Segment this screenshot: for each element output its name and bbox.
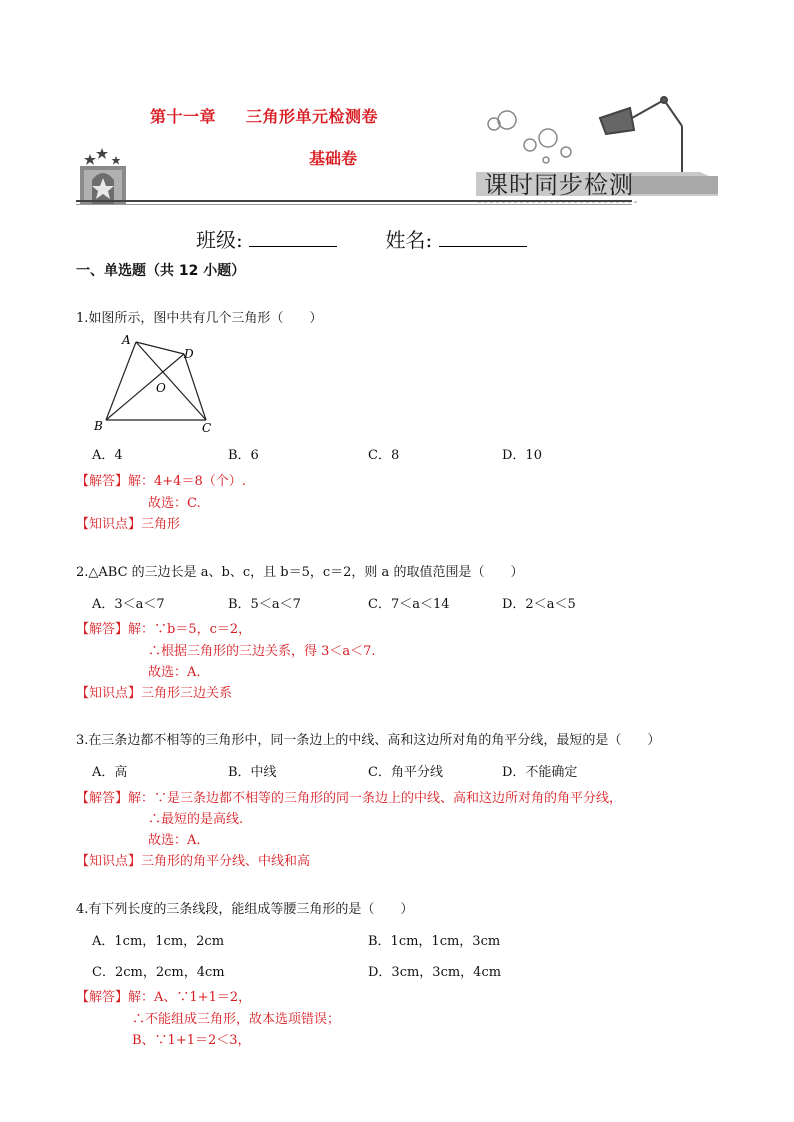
class-label: 班级: [196, 228, 243, 252]
answer-line: ∴不能组成三角形，故本选项错误； [132, 1012, 341, 1027]
answer-line: 故选：A. [148, 833, 201, 848]
vertex-label-a: A [122, 333, 131, 347]
question-1-stem: 1.如图所示，图中共有几个三角形（ ） [76, 311, 323, 326]
answer-tag: 【解答】 [76, 791, 129, 806]
answer-tag: 【解答】 [76, 622, 129, 637]
question-4-answer [76, 986, 251, 1005]
knowledge-tag: 【知识点】 [76, 686, 142, 701]
question-2-answer [76, 618, 251, 637]
question-2-knowledge [76, 682, 232, 701]
answer-tag: 【解答】 [76, 990, 129, 1005]
question-2-option-a[interactable]: A．3＜a＜7 [92, 597, 165, 612]
question-3-option-c[interactable]: C．角平分线 [368, 765, 443, 780]
question-3-answer [76, 787, 622, 806]
knowledge-tag: 【知识点】 [76, 854, 142, 869]
name-label: 姓名: [385, 228, 433, 252]
question-4-option-c[interactable]: C．2cm，2cm，4cm [92, 965, 225, 980]
title-label: 三角形单元检测卷 [246, 107, 379, 126]
question-4-option-b[interactable]: B．1cm，1cm，3cm [368, 934, 501, 949]
question-1-knowledge [76, 513, 180, 532]
star-badge-icon [80, 148, 126, 204]
vertex-label-c: C [202, 421, 212, 435]
question-1-option-c[interactable]: C．8 [368, 448, 400, 463]
knowledge-text: 三角形三边关系 [141, 686, 233, 701]
bubbles-icon [488, 111, 571, 163]
question-1-option-d[interactable]: D．10 [502, 448, 542, 463]
question-3-option-b[interactable]: B．中线 [228, 765, 277, 780]
question-2-option-c[interactable]: C．7＜a＜14 [368, 597, 450, 612]
header-divider [76, 200, 632, 202]
question-3-option-d[interactable]: D．不能确定 [502, 765, 578, 780]
answer-line: ∴根据三角形的三边关系，得 3＜a＜7. [148, 644, 376, 659]
vertex-label-d: D [184, 347, 194, 361]
question-1-option-b[interactable]: B．6 [228, 448, 259, 463]
question-4-stem: 4.有下列长度的三条线段，能组成等腰三角形的是（ ） [76, 902, 414, 917]
answer-line: 故选：A. [148, 665, 201, 680]
section-title: 一、单选题（共 12 小题） [76, 263, 246, 279]
question-1-figure [88, 330, 228, 436]
answer-tag: 【解答】 [76, 474, 129, 489]
answer-line: 解：∵b＝5，c＝2， [128, 622, 252, 637]
question-2-option-d[interactable]: D．2＜a＜5 [502, 597, 576, 612]
intersection-label-o: O [156, 381, 166, 395]
class-blank[interactable] [249, 228, 337, 247]
question-3-knowledge [76, 850, 310, 869]
answer-line: ∴最短的是高线. [148, 812, 244, 827]
question-2-stem: 2.△ABC 的三边长是 a、b、c，且 b＝5，c＝2，则 a 的取值范围是（ ） [76, 565, 524, 580]
question-3-option-a[interactable]: A．高 [92, 765, 128, 780]
header-decoration [0, 0, 794, 215]
answer-line: B、∵1+1＝2＜3， [132, 1033, 251, 1048]
document-subtitle: 基础卷 [309, 149, 358, 168]
knowledge-tag: 【知识点】 [76, 517, 142, 532]
document-title [150, 104, 378, 127]
banner-text: 课时同步检测 [484, 171, 634, 199]
question-4-option-a[interactable]: A．1cm，1cm，2cm [92, 934, 225, 949]
question-2-option-b[interactable]: B．5＜a＜7 [228, 597, 301, 612]
name-blank[interactable] [439, 228, 527, 247]
question-4-option-d[interactable]: D．3cm，3cm，4cm [368, 965, 502, 980]
answer-line: 解：A、∵1+1＝2， [128, 990, 252, 1005]
knowledge-text: 三角形 [141, 517, 181, 532]
answer-line: 故选：C. [148, 496, 201, 511]
question-1-answer [76, 470, 246, 489]
vertex-label-b: B [94, 419, 103, 433]
knowledge-text: 三角形的角平分线、中线和高 [141, 854, 311, 869]
student-info-fields [196, 224, 527, 253]
answer-line: 解：∵是三条边都不相等的三角形的同一条边上的中线、高和这边所对角的角平分线， [128, 791, 623, 806]
question-3-stem: 3.在三条边都不相等的三角形中，同一条边上的中线、高和这边所对角的角平分线，最短的是（ ） [76, 733, 661, 748]
chapter-label: 第十一章 [150, 107, 217, 126]
header-divider-thin [76, 204, 632, 205]
answer-line: 解：4+4＝8（个）. [128, 474, 246, 489]
question-1-option-a[interactable]: A．4 [92, 448, 123, 463]
